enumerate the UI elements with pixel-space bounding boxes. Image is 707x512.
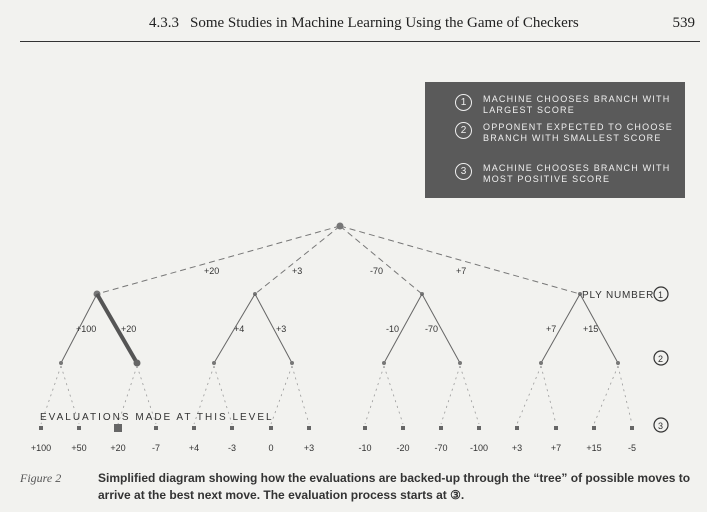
score-level2-a1: +100 bbox=[76, 324, 97, 334]
leaf-marker bbox=[39, 426, 43, 430]
score-level1-b: +3 bbox=[292, 266, 303, 276]
leaf-marker bbox=[401, 426, 405, 430]
node-level2-c2 bbox=[458, 361, 462, 365]
leaf-marker bbox=[154, 426, 158, 430]
leaf-value: -10 bbox=[358, 443, 372, 453]
score-level2-c2: -70 bbox=[425, 324, 439, 334]
score-level1-c: -70 bbox=[370, 266, 384, 276]
leaf-marker bbox=[307, 426, 311, 430]
leaf-marker bbox=[192, 426, 196, 430]
score-level2-c1: -10 bbox=[386, 324, 400, 334]
leaf-marker bbox=[515, 426, 519, 430]
evaluations-label: EVALUATIONS MADE AT THIS LEVEL bbox=[40, 412, 274, 423]
leaf-value: -100 bbox=[469, 443, 489, 453]
leaf-edge bbox=[460, 366, 479, 424]
score-level2-b2: +3 bbox=[276, 324, 287, 334]
leaf-value: 0 bbox=[268, 443, 274, 453]
leaf-value: -20 bbox=[396, 443, 410, 453]
leaf-edge bbox=[384, 366, 403, 424]
node-level2-d2 bbox=[616, 361, 620, 365]
leaf-value: -7 bbox=[151, 443, 161, 453]
leaf-edge bbox=[441, 366, 460, 424]
node-level2-b1 bbox=[212, 361, 216, 365]
leaf-markers bbox=[39, 424, 634, 432]
ply-number-1: 1 bbox=[658, 290, 664, 300]
leaf-marker bbox=[477, 426, 481, 430]
ply-number-label: PLY NUMBER bbox=[582, 290, 655, 301]
leaf-value: -3 bbox=[227, 443, 237, 453]
leaf-marker bbox=[439, 426, 443, 430]
section-number: 4.3.3 bbox=[149, 15, 179, 31]
node-level2-d1 bbox=[539, 361, 543, 365]
leaf-marker bbox=[230, 426, 234, 430]
leaf-value: +4 bbox=[188, 443, 200, 453]
node-level2-c1 bbox=[382, 361, 386, 365]
leaf-marker bbox=[77, 426, 81, 430]
running-title: Some Studies in Machine Learning Using the Game of Checkers bbox=[190, 15, 579, 31]
edge-root-d bbox=[340, 226, 580, 294]
score-level2-d1: +7 bbox=[546, 324, 557, 334]
leaf-value: -70 bbox=[434, 443, 448, 453]
score-level1-d: +7 bbox=[456, 266, 467, 276]
leaf-value: +7 bbox=[550, 443, 562, 453]
score-level2-b1: +4 bbox=[234, 324, 245, 334]
caption-text: Simplified diagram showing how the evaluations are backed-up through the “tree” of possible moves to arrive at the best next move. The evaluation process starts at ③. bbox=[98, 471, 691, 502]
leaf-value: +100 bbox=[30, 443, 52, 453]
edge-b-right bbox=[255, 294, 292, 363]
score-level2-d2: +15 bbox=[583, 324, 599, 334]
score-level2-a2: +20 bbox=[121, 324, 137, 334]
node-level2-b2 bbox=[290, 361, 294, 365]
leaf-edge bbox=[292, 366, 309, 424]
leaf-marker bbox=[592, 426, 596, 430]
legend-number-3: 3 bbox=[455, 163, 472, 180]
leaf-edge bbox=[271, 366, 292, 424]
leaf-marker bbox=[554, 426, 558, 430]
legend-text-3: MACHINE CHOOSES BRANCH WITH MOST POSITIVE SCORE bbox=[483, 163, 671, 184]
leaf-edge bbox=[365, 366, 384, 424]
leaf-edge bbox=[517, 366, 541, 424]
leaf-values bbox=[31, 443, 636, 453]
edge-root-b bbox=[255, 226, 340, 294]
leaf-value: -5 bbox=[627, 443, 637, 453]
leaf-value: +15 bbox=[586, 443, 602, 453]
leaf-value: +20 bbox=[110, 443, 126, 453]
leaf-value: +3 bbox=[511, 443, 523, 453]
leaf-marker bbox=[114, 424, 122, 432]
node-level2-a2 bbox=[134, 360, 141, 367]
edge-root-c bbox=[340, 226, 422, 294]
figure-label: Figure 2 bbox=[20, 471, 62, 485]
leaf-edge bbox=[541, 366, 556, 424]
leaf-marker bbox=[363, 426, 367, 430]
ply-number-3: 3 bbox=[658, 421, 664, 431]
legend-text-1: MACHINE CHOOSES BRANCH WITH LARGEST SCORE bbox=[483, 94, 671, 115]
edge-root-a bbox=[97, 226, 340, 294]
node-level2-a1 bbox=[59, 361, 63, 365]
legend-text-2: OPPONENT EXPECTED TO CHOOSE BRANCH WITH SMALLEST SCORE bbox=[483, 122, 673, 143]
legend-number-2: 2 bbox=[455, 122, 472, 139]
leaf-marker bbox=[269, 426, 273, 430]
ply-number-2: 2 bbox=[658, 354, 664, 364]
leaf-edge bbox=[594, 366, 618, 424]
leaf-value: +3 bbox=[303, 443, 315, 453]
legend-number-1: 1 bbox=[455, 94, 472, 111]
page-number: 539 bbox=[672, 15, 695, 31]
leaf-edge bbox=[618, 366, 632, 424]
score-level1-a: +20 bbox=[204, 266, 220, 276]
leaf-value: +50 bbox=[71, 443, 87, 453]
leaf-marker bbox=[630, 426, 634, 430]
